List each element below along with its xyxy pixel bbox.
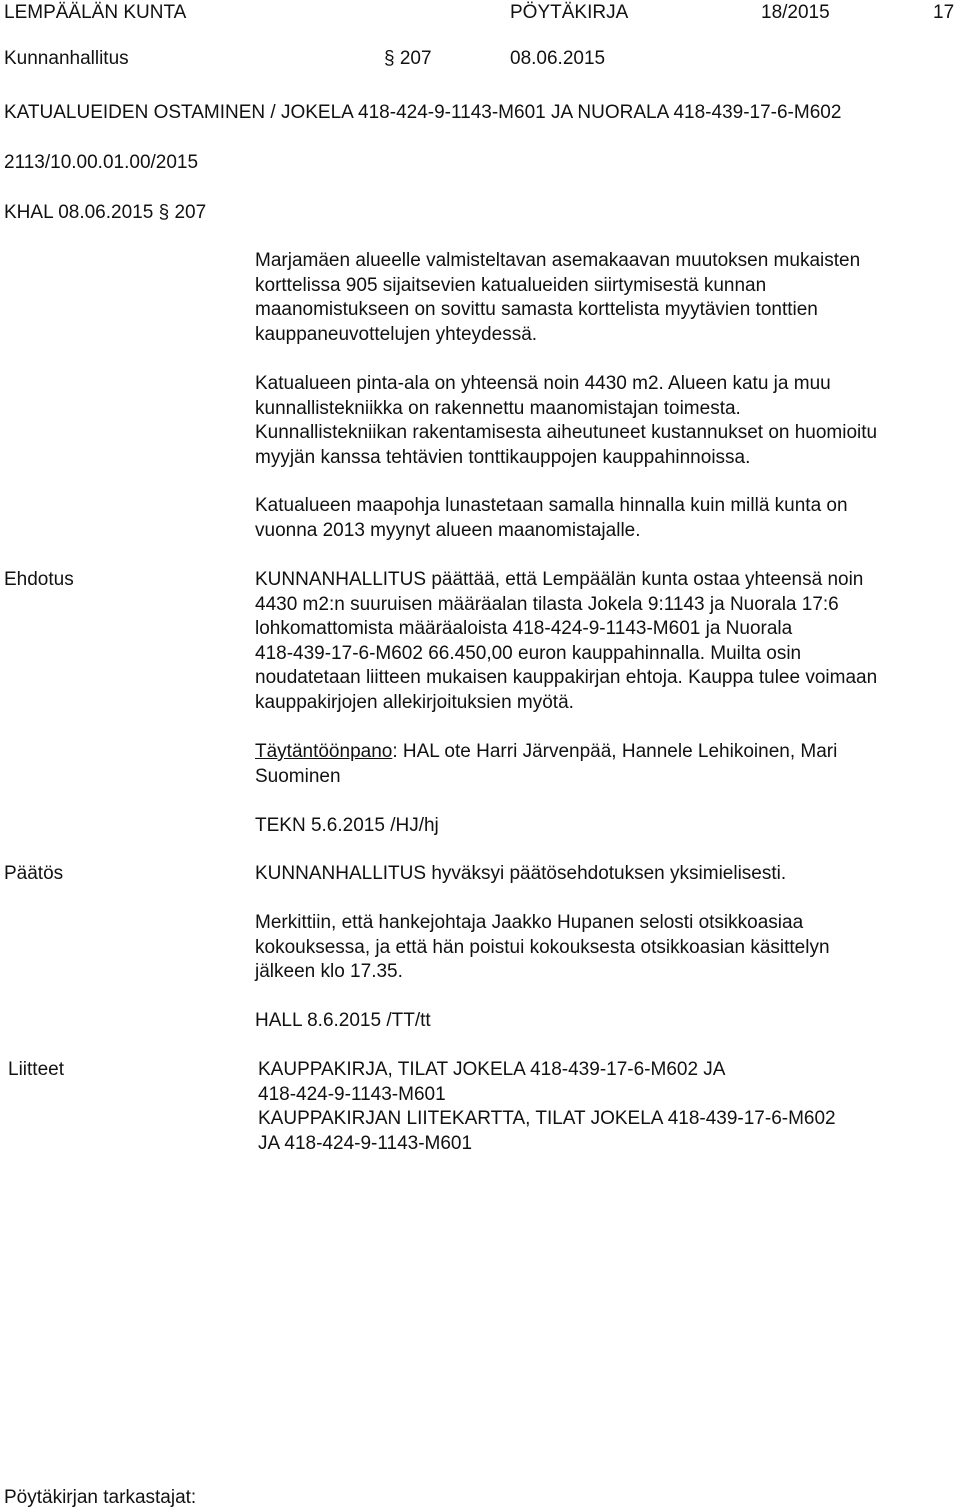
preparation-paragraph-1: Marjamäen alueelle valmisteltavan asemakaavan muutoksen mukaisten korttelissa 905 sijaitsevien katualueiden siirtymisestä kunnan maanomistukseen on sovittu samasta korttelista myytävien tonttien kauppaneuvottelujen yhteydessä. (255, 250, 861, 345)
page-number: 17 (933, 2, 955, 23)
attachment-item: 418-424-9-1143-M601 (258, 1083, 446, 1105)
khal-reference: KHAL 08.06.2015 § 207 (4, 202, 207, 223)
decision-signature: HALL 8.6.2015 /TT/tt (255, 1010, 431, 1031)
decision-note: Merkittiin, että hankejohtaja Jaakko Hupanen selosti otsikkoasiaa kokouksessa, ja että hän poistui kokouksesta otsikkoasian käsittelyn jälkeen klo 17.35. (255, 912, 830, 982)
body-name: Kunnanhallitus (4, 48, 129, 69)
meeting-date: 08.06.2015 (510, 48, 606, 69)
proposal-text: KUNNANHALLITUS päättää, että Lempäälän kunta ostaa yhteensä noin 4430 m2:n suuruisen määräalan tilasta Jokela 9:1143 ja Nuorala 17:6 lohkomattomista määräaloista 418-424-9-1143-M601 ja Nuorala 418-439-17-6-M602 66.450,00 euron kauppahinnalla. Muilta osin noudatetaan liitteen mukaisen kauppakirjan ehtoja. Kauppa tulee voimaan kauppakirjojen allekirjoituksien myötä. (255, 569, 878, 713)
attachment-item: JA 418-424-9-1143-M601 (258, 1132, 473, 1154)
attachments-list (258, 1058, 958, 1156)
decision-label: Päätös (4, 863, 64, 884)
preparation-paragraph-3: Katualueen maapohja lunastetaan samalla hinnalla kuin millä kunta on vuonna 2013 myynyt alueen maanomistajalle. (255, 495, 848, 541)
preparation-paragraph-2: Katualueen pinta-ala on yhteensä noin 4430 m2. Alueen katu ja muu kunnallistekniikka on rakennettu maanomistajan toimesta. Kunnallistekniikan rakentamisesta aiheutuneet kustannukset on huomioitu myyjän kanssa tehtävien tonttikauppojen kauppahinnoissa. (255, 373, 878, 468)
proposal-signature: TEKN 5.6.2015 /HJ/hj (255, 815, 439, 836)
document-number: 18/2015 (761, 2, 830, 23)
proposal-label: Ehdotus (4, 569, 74, 590)
section-sign: § (158, 202, 170, 223)
section-sign: § (384, 48, 395, 69)
attachments-label: Liitteet (8, 1059, 64, 1080)
subject-title: KATUALUEIDEN OSTAMINEN / JOKELA 418-424-9-1143-M601 JA NUORALA 418-439-17-6-M602 (4, 102, 842, 123)
municipality-name: LEMPÄÄLÄN KUNTA (4, 2, 187, 23)
minutes-checkers-label: Pöytäkirjan tarkastajat: (4, 1487, 197, 1508)
decision-text: KUNNANHALLITUS hyväksyi päätösehdotuksen yksimielisesti. (255, 863, 787, 884)
execution-label: Täytäntöönpano (255, 741, 393, 762)
section-number: § 207 (384, 48, 432, 69)
execution-note: Täytäntöönpano: HAL ote Harri Järvenpää, Hannele Lehikoinen, Mari Suominen (255, 741, 838, 787)
attachment-item: KAUPPAKIRJA, TILAT JOKELA 418-439-17-6-M602 JA (258, 1059, 726, 1080)
diary-number: 2113/10.00.01.00/2015 (4, 152, 199, 173)
attachment-item: KAUPPAKIRJAN LIITEKARTTA, TILAT JOKELA 418-439-17-6-M602 (258, 1108, 836, 1129)
document-type: PÖYTÄKIRJA (510, 2, 629, 23)
